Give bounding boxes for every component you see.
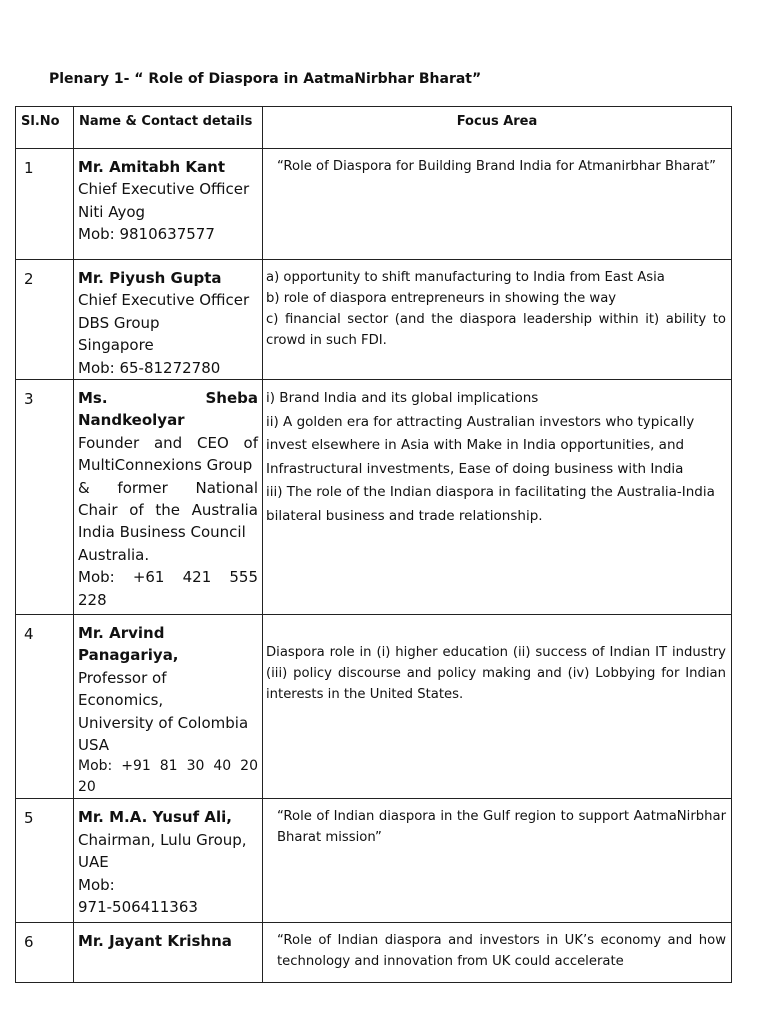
focus-area — [263, 615, 732, 799]
focus-area — [263, 149, 732, 260]
name-contact — [74, 615, 263, 799]
header-name-label: Name & Contact details — [79, 114, 253, 129]
focus-point: iii) The role of the Indian diaspora in facilitating the Australia-India bilateral business and trade relationship. — [266, 484, 715, 524]
mobile-label: Mob: — [78, 875, 115, 894]
table-row — [16, 923, 732, 983]
focus-point: c) financial sector (and the diaspora leadership within it) ability to crowd in such FDI. — [266, 312, 726, 348]
detail-line: Founder and CEO of — [78, 433, 258, 452]
mobile-number: Mob: +61 421 555 — [78, 568, 258, 587]
header-sl-label: Sl.No — [21, 114, 60, 129]
detail-line: Chair of the Australia — [78, 501, 258, 520]
table-row — [16, 615, 732, 799]
speaker-name — [78, 387, 258, 409]
sl-no: 2 — [16, 260, 74, 380]
sl-no: 5 — [16, 799, 74, 923]
sl-no: 1 — [16, 149, 74, 260]
speakers-table — [15, 106, 732, 983]
table-header-row — [16, 107, 732, 149]
table-row — [16, 799, 732, 923]
detail-line: & former National — [78, 478, 258, 497]
name-contact — [74, 380, 263, 615]
focus-text: “Role of Diaspora for Building Brand India for Atmanirbhar Bharat” — [277, 159, 716, 174]
focus-area — [263, 380, 732, 615]
speaker-name-cont: Panagariya, — [78, 646, 179, 665]
table-row — [16, 380, 732, 615]
mobile-number-cont: 20 — [78, 779, 96, 796]
sl-no: 6 — [16, 923, 74, 983]
focus-text: Diaspora role in (i) higher education (ii) success of Indian IT industry (iii) policy discourse and policy making and (iv) Lobbying for Indian interests in the United States. — [266, 645, 726, 703]
sl-no: 4 — [16, 615, 74, 799]
detail-line: Economics, — [78, 691, 164, 710]
focus-area — [263, 923, 732, 983]
focus-area — [263, 260, 732, 380]
detail-line: India Business Council — [78, 523, 246, 542]
name-part: Ms. — [78, 389, 108, 408]
table-row — [16, 260, 732, 380]
focus-text: “Role of Indian diaspora and investors in UK’s economy and how technology and innovation from UK could accelerate — [277, 933, 726, 970]
focus-text: “Role of Indian diaspora in the Gulf region to support AatmaNirbhar Bharat mission” — [277, 809, 726, 846]
speaker-name: Mr. Piyush Gupta — [78, 269, 222, 287]
sl-no: 3 — [16, 380, 74, 615]
detail-line: MultiConnexions Group — [78, 456, 253, 475]
detail-line: University of Colombia — [78, 713, 249, 732]
detail-line: Chief Executive Officer — [78, 180, 250, 199]
detail-line: Australia. — [78, 545, 150, 564]
detail-line: Singapore — [78, 336, 154, 355]
detail-line: Niti Ayog — [78, 202, 146, 221]
name-contact — [74, 260, 263, 380]
speaker-name-cont: Nandkeolyar — [78, 411, 185, 430]
name-contact — [74, 923, 263, 983]
speaker-name: Mr. Amitabh Kant — [78, 158, 226, 176]
detail-line: USA — [78, 736, 110, 755]
mobile-number: 971-506411363 — [78, 898, 198, 917]
detail-line: Chief Executive Officer — [78, 291, 250, 310]
detail-line: UAE — [78, 853, 109, 872]
name-part: Sheba — [205, 389, 258, 408]
mobile-number: Mob: +91 81 30 40 20 — [78, 758, 258, 775]
focus-point: i) Brand India and its global implications — [266, 390, 539, 407]
detail-line: DBS Group — [78, 313, 160, 332]
header-name — [74, 107, 263, 149]
mobile-number: Mob: 65-81272780 — [78, 358, 221, 377]
focus-point: b) role of diaspora entrepreneurs in showing the way — [266, 291, 617, 306]
page-title: Plenary 1- “ Role of Diaspora in AatmaNirbhar Bharat” — [49, 71, 482, 87]
focus-point: ii) A golden era for attracting Australian investors who typically invest elsewhere in Asia with Make in India opportunities, and Infrastructural investments, Ease of doing business with India — [266, 413, 695, 477]
speaker-name: Mr. M.A. Yusuf Ali, — [78, 808, 232, 827]
speaker-name: Mr. Arvind — [78, 624, 165, 643]
detail-line: Professor of — [78, 668, 167, 687]
table-row — [16, 149, 732, 260]
header-focus-label: Focus Area — [456, 114, 538, 129]
mobile-number-cont: 228 — [78, 590, 107, 609]
header-focus-area — [263, 107, 732, 149]
focus-area — [263, 799, 732, 923]
speaker-name: Mr. Jayant Krishna — [78, 932, 232, 951]
detail-line: Chairman, Lulu Group, — [78, 830, 247, 849]
focus-point: a) opportunity to shift manufacturing to India from East Asia — [266, 270, 665, 285]
name-contact — [74, 799, 263, 923]
header-sl-no — [16, 107, 74, 149]
name-contact — [74, 149, 263, 260]
mobile-number: Mob: 9810637577 — [78, 225, 215, 244]
